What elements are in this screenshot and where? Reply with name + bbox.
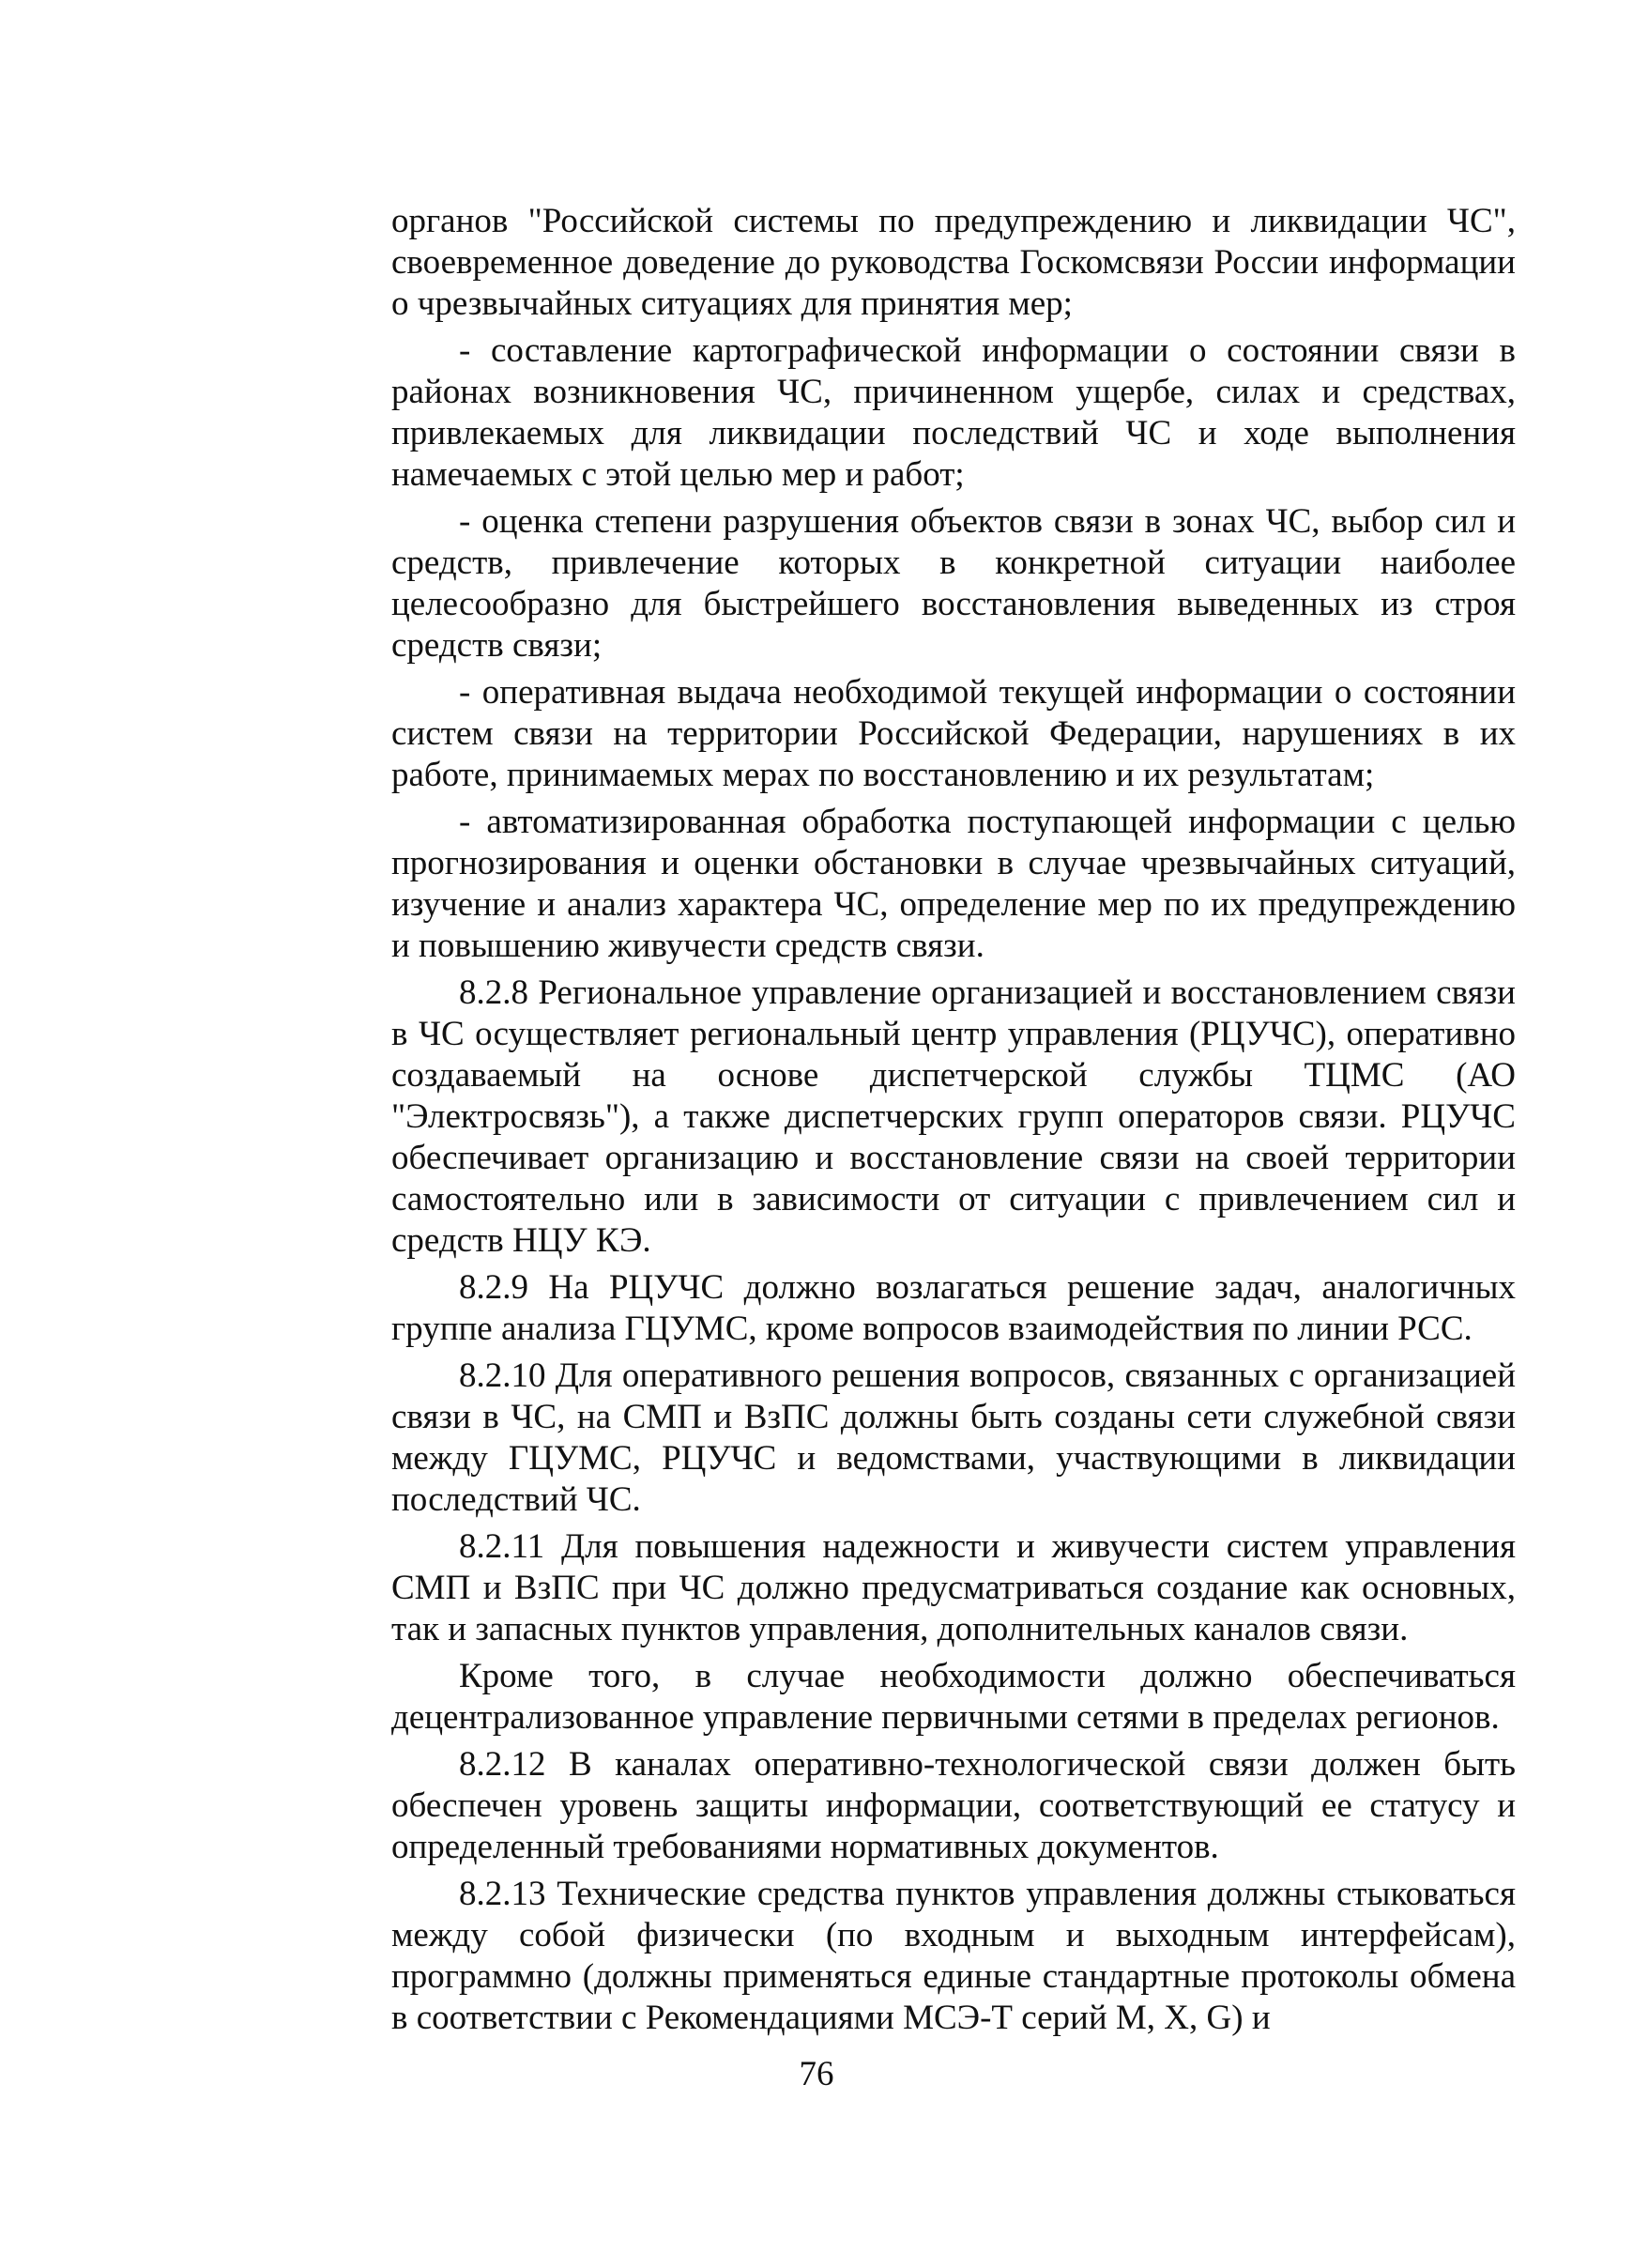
section-8-2-12: 8.2.12 В каналах оперативно-технологической связи должен быть обеспечен уровень защиты информации, соответствующий ее статусу и определенный требованиями нормативных документов. <box>391 1745 1516 1866</box>
page-number: 76 <box>799 2055 834 2093</box>
paragraph-continuation: органов "Российской системы по предупреждению и ликвидации ЧС", своевременное доведение до руководства Госкомсвязи России информации о чрезвычайных ситуациях для принятия мер; <box>391 202 1516 323</box>
list-item-damage-assessment: - оценка степени разрушения объектов связи в зонах ЧС, выбор сил и средств, привлечение которых в конкретной ситуации наиболее целесообразно для быстрейшего восстановления выведенных из строя средств связи; <box>391 502 1516 665</box>
section-8-2-10: 8.2.10 Для оперативного решения вопросов, связанных с организацией связи в ЧС, на СМП и ВзПС должны быть созданы сети служебной связи между ГЦУМС, РЦУЧС и ведомствами, участвующими в ликвидации последствий ЧС. <box>391 1356 1516 1519</box>
section-8-2-9: 8.2.9 На РЦУЧС должно возлагаться решение задач, аналогичных группе анализа ГЦУМС, кроме вопросов взаимодействия по линии РСС. <box>391 1268 1516 1348</box>
section-8-2-11: 8.2.11 Для повышения надежности и живучести систем управления СМП и ВзПС при ЧС должно предусматриваться создание как основных, так и запасных пунктов управления, дополнительных каналов связи. <box>391 1527 1516 1648</box>
list-item-cartographic-info: - составление картографической информации о состоянии связи в районах возникновения ЧС, причиненном ущербе, силах и средствах, привлекаемых для ликвидации последствий ЧС и ходе выполнения намечаемых с этой целью мер и работ; <box>391 331 1516 494</box>
list-item-operational-info: - оперативная выдача необходимой текущей информации о состоянии систем связи на территории Российской Федерации, нарушениях в их работе, принимаемых мерах по восстановлению и их результатам; <box>391 673 1516 794</box>
paragraph-decentralized-management: Кроме того, в случае необходимости должно обеспечиваться децентрализованное управление первичными сетями в пределах регионов. <box>391 1657 1516 1737</box>
section-8-2-13: 8.2.13 Технические средства пунктов управления должны стыковаться между собой физически (по входным и выходным интерфейсам), программно (должны применяться единые стандартные протоколы обмена в соответствии с Рекомендациями МСЭ-Т серий М, X, G) и <box>391 1875 1516 2037</box>
list-item-automated-processing: - автоматизированная обработка поступающей информации с целью прогнозирования и оценки обстановки в случае чрезвычайных ситуаций, изучение и анализ характера ЧС, определение мер по их предупреждению и повышению живучести средств связи. <box>391 803 1516 965</box>
page-body <box>391 201 1516 2045</box>
section-8-2-8: 8.2.8 Региональное управление организацией и восстановлением связи в ЧС осуществляет региональный центр управления (РЦУЧС), оперативно создаваемый на основе диспетчерской службы ТЦМС (АО "Электросвязь"), а также диспетчерских групп операторов связи. РЦУЧС обеспечивает организацию и восстановление связи на своей территории самостоятельно или в зависимости от ситуации с привлечением сил и средств НЦУ КЭ. <box>391 973 1516 1260</box>
